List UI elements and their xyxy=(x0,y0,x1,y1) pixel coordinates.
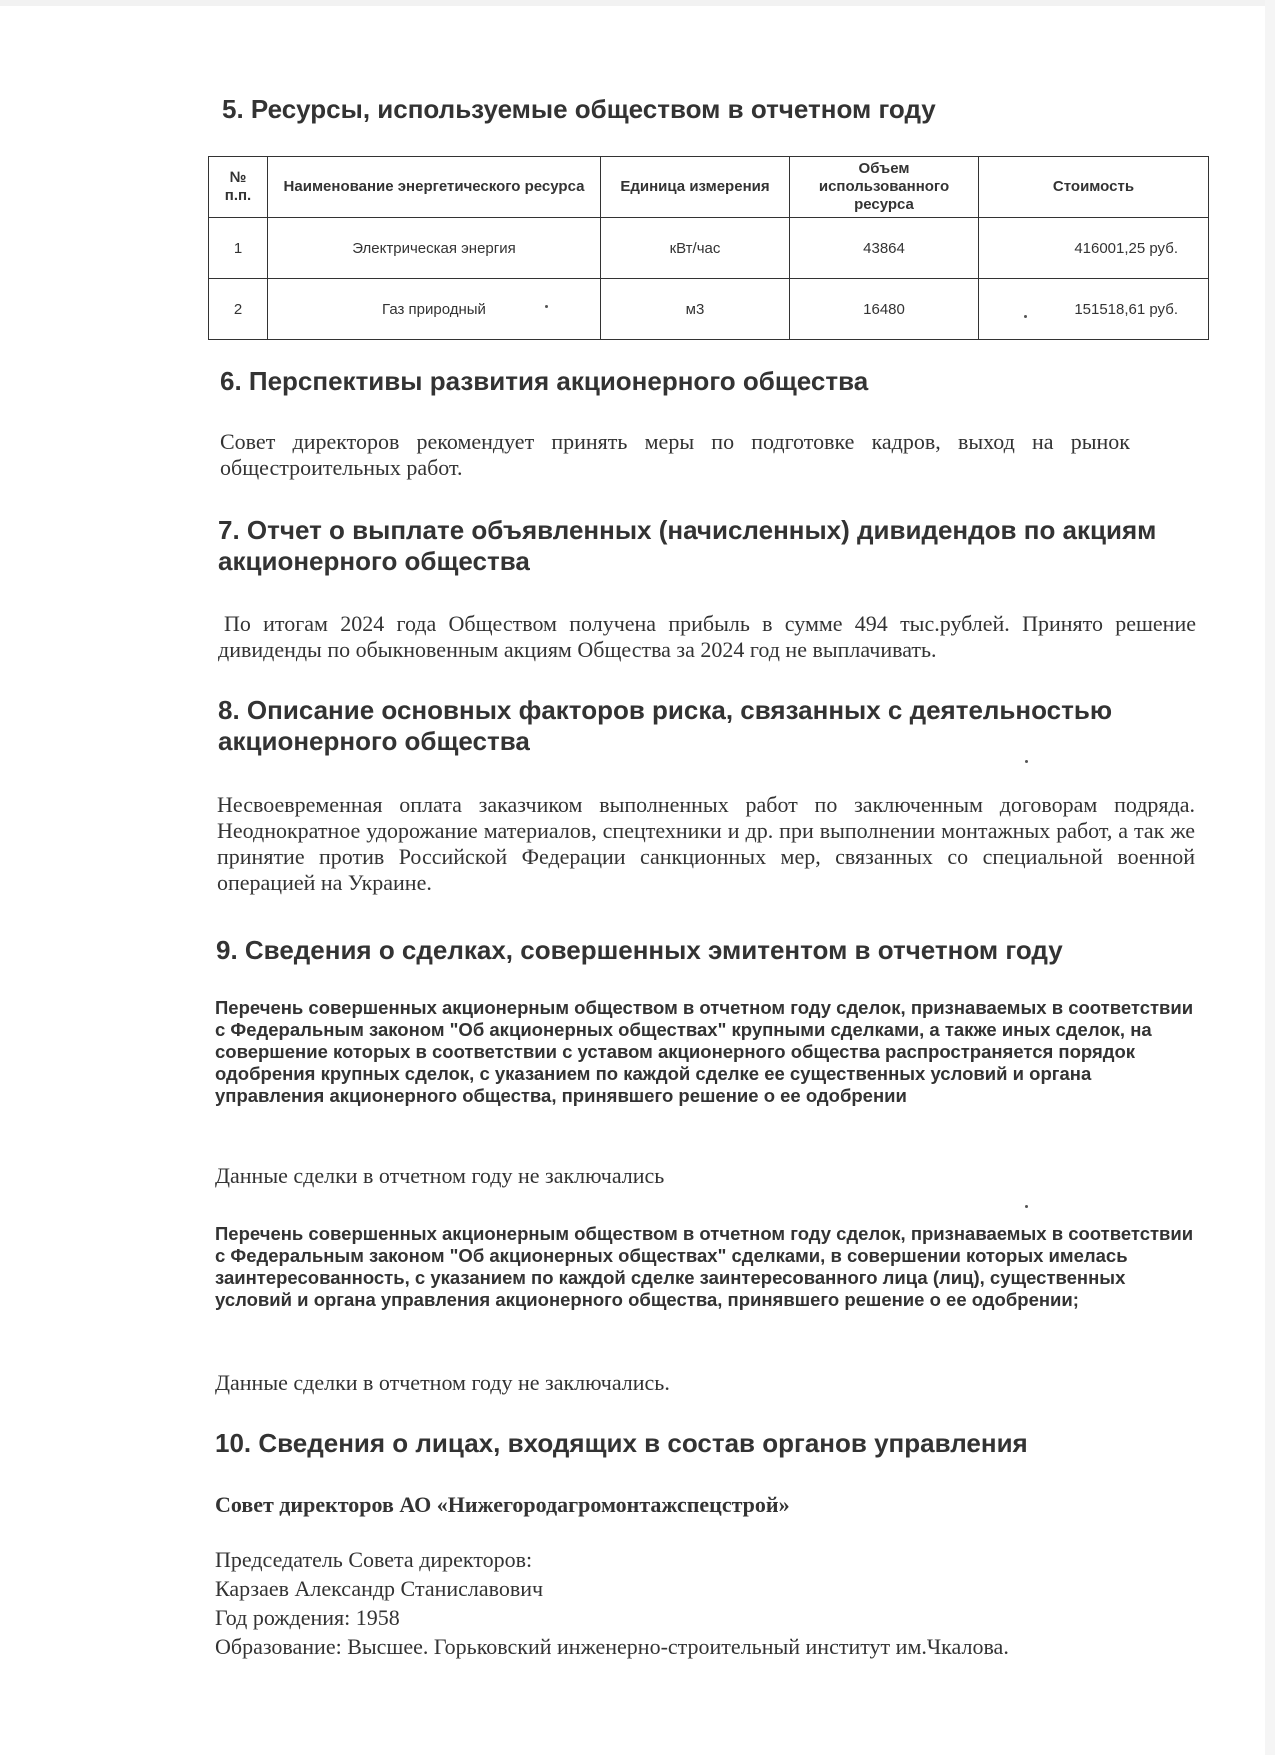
chair-education: Образование: Высшее. Горьковский инженерно-строительный институт им.Чкалова. xyxy=(215,1634,1009,1659)
table-header-row xyxy=(209,157,1209,218)
cell-volume: 43864 xyxy=(790,218,979,279)
board-title: Совет директоров АО «Нижегородагромонтажспецстрой» xyxy=(215,1492,790,1517)
cell-unit: м3 xyxy=(601,279,790,340)
col-header-volume: Объем использованного ресурса xyxy=(790,157,979,218)
cell-cost: 151518,61 руб. xyxy=(979,279,1209,340)
section-9-list2-text: Данные сделки в отчетном году не заключались. xyxy=(215,1370,670,1395)
table-row xyxy=(209,279,1209,340)
scan-speck xyxy=(1024,315,1027,318)
section-9-list1-text: Данные сделки в отчетном году не заключались xyxy=(215,1163,665,1188)
scan-speck xyxy=(1025,1205,1028,1208)
chair-birth: Год рождения: 1958 xyxy=(215,1605,400,1630)
section-6-text: Совет директоров рекомендует принять меры по подготовке кадров, выход на рынок общестроительных работ. xyxy=(220,429,1130,480)
scan-top-edge xyxy=(0,0,1275,6)
table-row xyxy=(209,218,1209,279)
section-7-heading: 7. Отчет о выплате объявленных (начисленных) дивидендов по акциям акционерного общества xyxy=(218,515,1157,576)
cell-resource: Газ природный xyxy=(268,279,601,340)
section-9-list2-title: Перечень совершенных акционерным обществом в отчетном году сделок, признаваемых в соответствии с Федеральным законом "Об акционерных обществах" сделками, в совершении которых имелась заинтересованность, с указанием по каждой сделке заинтересованного лица (лиц), существенных условий и органа управления акционерного общества, принявшего решение о ее одобрении; xyxy=(215,1223,1194,1310)
section-9-heading: 9. Сведения о сделках, совершенных эмитентом в отчетном году xyxy=(216,935,1063,965)
section-8-heading: 8. Описание основных факторов риска, связанных с деятельностью акционерного общества xyxy=(218,695,1113,756)
cell-number: 2 xyxy=(209,279,268,340)
cell-volume: 16480 xyxy=(790,279,979,340)
section-7-text: По итогам 2024 года Обществом получена прибыль в сумме 494 тыс.рублей. Принято решение дивиденды по обыкновенным акциям Общества за 2024 год не выплачивать. xyxy=(218,611,1196,662)
section-10-heading: 10. Сведения о лицах, входящих в состав органов управления xyxy=(215,1428,1028,1458)
scan-right-edge xyxy=(1265,0,1275,1755)
col-header-unit: Единица измерения xyxy=(601,157,790,218)
col-header-cost: Стоимость xyxy=(979,157,1209,218)
scan-speck xyxy=(1025,760,1028,763)
cell-resource: Электрическая энергия xyxy=(268,218,601,279)
resources-table xyxy=(208,156,1209,340)
section-5-heading: 5. Ресурсы, используемые обществом в отчетном году xyxy=(222,94,936,124)
chair-role: Председатель Совета директоров: xyxy=(215,1547,533,1572)
section-9-list1-title: Перечень совершенных акционерным обществом в отчетном году сделок, признаваемых в соответствии с Федеральным законом "Об акционерных обществах" крупными сделками, а также иных сделок, на совершение которых в соответствии с уставом акционерного общества распространяется порядок одобрения крупных сделок, с указанием по каждой сделке ее существенных условий и органа управления акционерного общества, принявшего решение о ее одобрении xyxy=(215,997,1194,1106)
scan-speck xyxy=(545,305,548,308)
cell-unit: кВт/час xyxy=(601,218,790,279)
col-header-number: № п.п. xyxy=(209,157,268,218)
col-header-resource: Наименование энергетического ресурса xyxy=(268,157,601,218)
section-8-text: Несвоевременная оплата заказчиком выполненных работ по заключенным договорам подряда. Неоднократное удорожание материалов, спецтехники и др. при выполнении монтажных работ, а так же принятие против Российской Федерации санкционных мер, связанных со специальной военной операцией на Украине. xyxy=(217,792,1195,895)
chair-name: Карзаев Александр Станиславович xyxy=(215,1576,544,1601)
cell-cost: 416001,25 руб. xyxy=(979,218,1209,279)
cell-number: 1 xyxy=(209,218,268,279)
section-6-heading: 6. Перспективы развития акционерного общества xyxy=(220,366,869,396)
